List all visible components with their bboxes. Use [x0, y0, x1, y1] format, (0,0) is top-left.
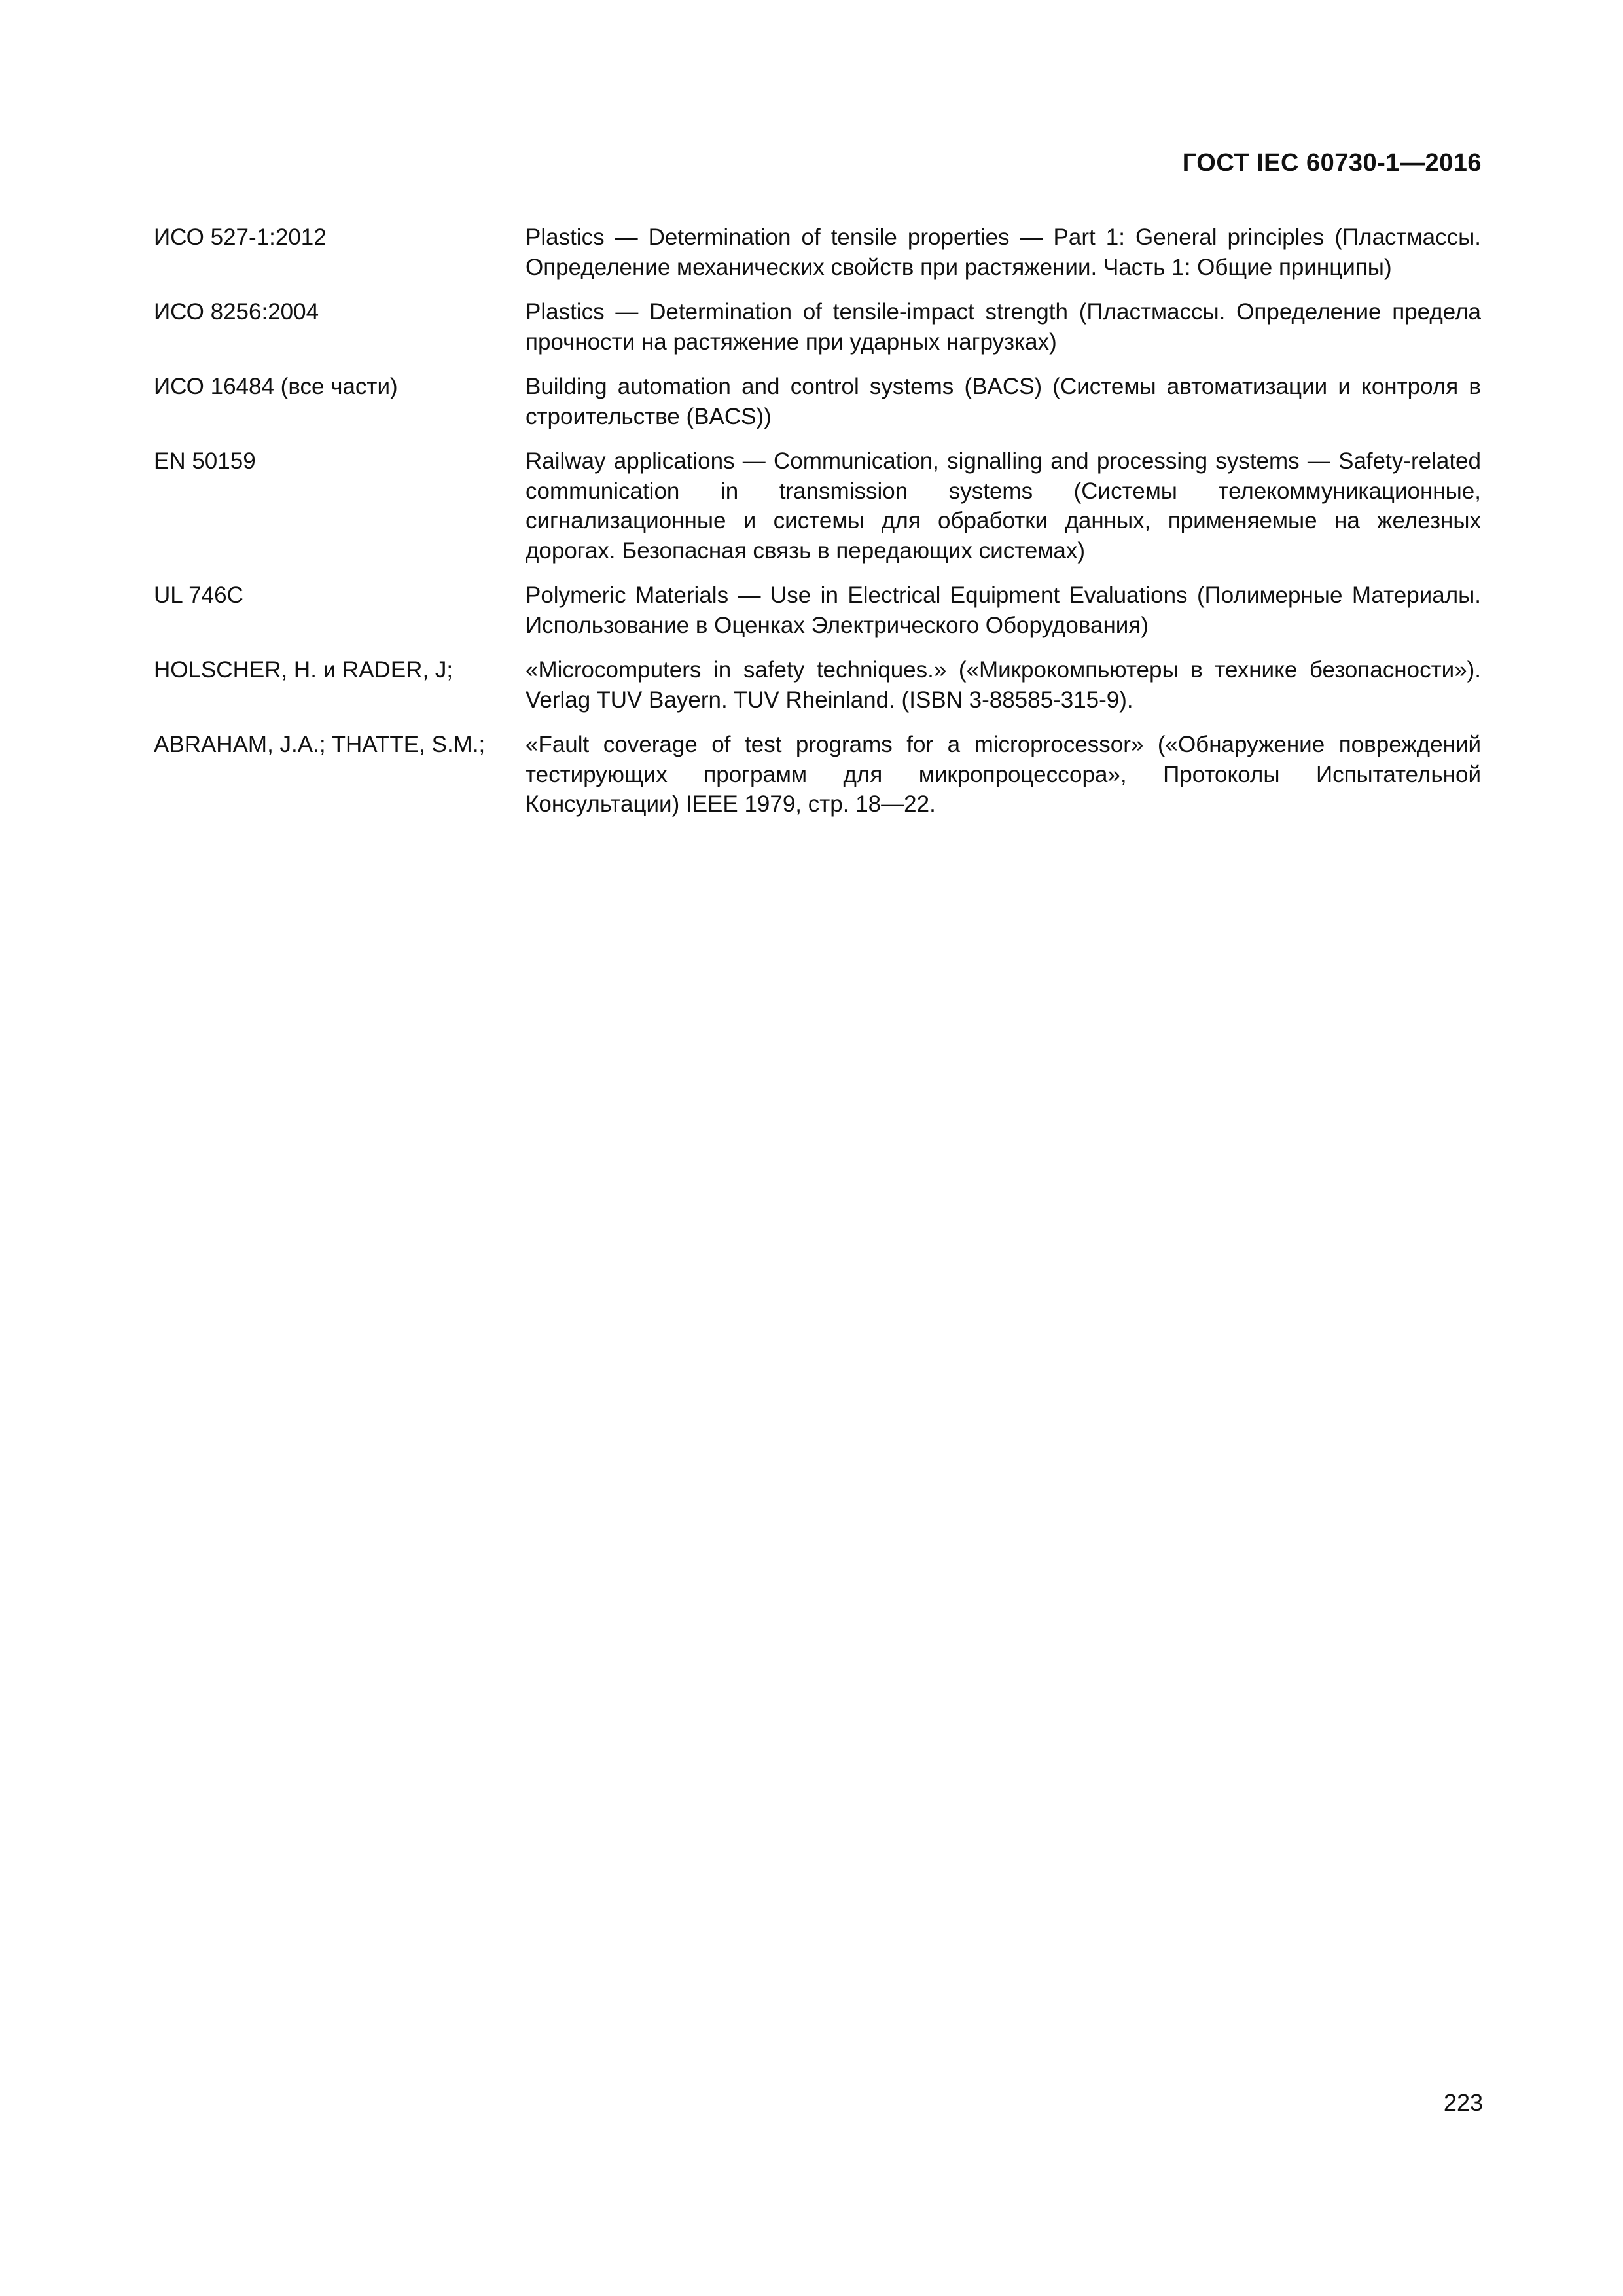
reference-designation: HOLSCHER, H. и RADER, J; — [154, 657, 454, 683]
reference-title: Plastics — Determination of tensile-impact strength (Пластмассы. Определение предела прочности на растяжение при ударных нагрузках) — [526, 299, 1481, 355]
bibliography-entry — [154, 297, 1481, 357]
reference-title: Polymeric Materials — Use in Electrical Equipment Evaluations (Полимерные Материалы. Использование в Оценках Электрического Оборудования) — [526, 583, 1481, 638]
reference-designation: ABRAHAM, J.A.; THATTE, S.M.; — [154, 732, 486, 757]
bibliography-entry — [154, 730, 1481, 819]
bibliography-list — [154, 223, 1481, 834]
bibliography-entry — [154, 581, 1481, 640]
reference-designation: EN 50159 — [154, 448, 256, 474]
bibliography-entry — [154, 223, 1481, 282]
page-number: 223 — [1443, 2089, 1483, 2116]
reference-title: «Microcomputers in safety techniques.» («Микрокомпьютеры в технике безопасности»). Verlag TUV Bayern. TUV Rheinland. (ISBN 3-88585-315-9). — [526, 657, 1481, 713]
reference-designation: UL 746C — [154, 583, 243, 608]
bibliography-entry — [154, 446, 1481, 565]
standard-designation-header: ГОСТ IEC 60730-1—2016 — [1182, 149, 1482, 177]
reference-designation: ИСО 8256:2004 — [154, 299, 319, 325]
reference-title: Railway applications — Communication, signalling and processing systems — Safety-related communication in transmission systems (Системы телекоммуникационные, сигнализационные и системы для обработки данных, применяемые на железных дорогах. Безопасная связь в передающих системах) — [526, 448, 1481, 564]
reference-title: Building automation and control systems (BACS) (Системы автоматизации и контроля в строительстве (BACS)) — [526, 374, 1481, 429]
bibliography-entry — [154, 372, 1481, 431]
reference-designation: ИСО 16484 (все части) — [154, 374, 398, 399]
bibliography-entry — [154, 655, 1481, 715]
reference-designation: ИСО 527-1:2012 — [154, 224, 327, 250]
reference-title: Plastics — Determination of tensile properties — Part 1: General principles (Пластмассы. Определение механических свойств при растяжении. Часть 1: Общие принципы) — [526, 224, 1481, 280]
reference-title: «Fault coverage of test programs for a microprocessor» («Обнаружение повреждений тестирующих программ для микропроцессора», Протоколы Испытательной Консультации) IEEE 1979, стр. 18—22. — [526, 732, 1481, 817]
